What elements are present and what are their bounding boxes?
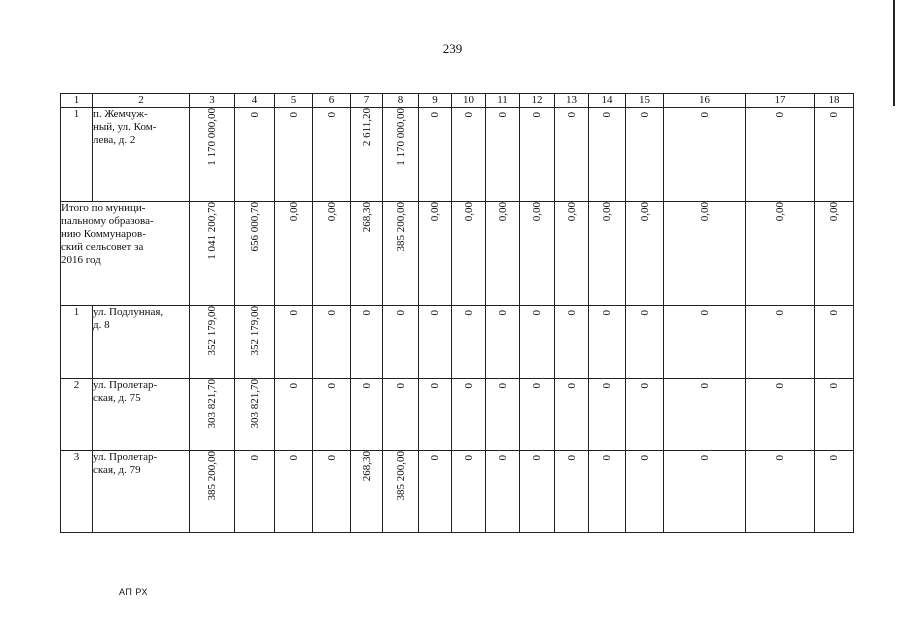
value-text: 0 — [360, 309, 373, 315]
row-number: 2 — [61, 379, 93, 451]
value-text: 385 200,00 — [394, 451, 407, 501]
address-label: п. Жемчуж- ный, ул. Ком- лева, д. 2 — [93, 108, 190, 202]
value-cell — [746, 451, 815, 533]
column-header: 7 — [351, 94, 383, 108]
value-text: 303 821,70 — [206, 379, 218, 429]
value-cell — [520, 379, 555, 451]
value-cell — [275, 451, 313, 533]
column-header: 1 — [61, 94, 93, 108]
footer-mark: АП РХ — [119, 587, 148, 597]
value-cell — [275, 379, 313, 451]
value-text: 352 179,00 — [248, 306, 261, 356]
value-cell — [351, 451, 383, 533]
column-header: 4 — [235, 94, 275, 108]
column-header: 17 — [746, 94, 815, 108]
value-text: 0,00 — [638, 202, 651, 222]
value-cell — [313, 451, 351, 533]
value-cell — [190, 451, 235, 533]
value-cell — [589, 379, 626, 451]
value-text: 0 — [462, 382, 475, 388]
value-cell — [486, 306, 520, 379]
value-text: 0 — [531, 382, 543, 388]
value-cell — [452, 108, 486, 202]
value-text: 0 — [287, 111, 300, 117]
value-cell — [664, 379, 746, 451]
column-header: 12 — [520, 94, 555, 108]
total-row — [61, 202, 854, 306]
value-cell — [351, 379, 383, 451]
value-text: 0 — [774, 454, 786, 460]
value-text: 0 — [325, 111, 338, 117]
value-cell — [419, 202, 452, 306]
value-text: 0 — [325, 454, 338, 460]
value-cell — [664, 451, 746, 533]
column-header: 16 — [664, 94, 746, 108]
value-cell — [626, 451, 664, 533]
value-cell — [626, 202, 664, 306]
value-cell — [555, 451, 589, 533]
column-header: 3 — [190, 94, 235, 108]
value-text: 0,00 — [698, 202, 711, 222]
value-cell — [664, 306, 746, 379]
value-cell — [664, 202, 746, 306]
value-cell — [520, 202, 555, 306]
value-text: 0 — [429, 454, 441, 460]
value-cell — [419, 451, 452, 533]
value-text: 0 — [828, 309, 840, 315]
value-text: 0 — [429, 309, 441, 315]
value-cell — [275, 202, 313, 306]
value-text: 1 170 000,00 — [206, 108, 218, 166]
value-cell — [313, 379, 351, 451]
value-text: 0 — [601, 309, 613, 315]
value-text: 0,00 — [496, 202, 509, 222]
table-row — [61, 451, 854, 533]
value-cell — [520, 306, 555, 379]
column-header: 8 — [383, 94, 419, 108]
value-text: 0 — [774, 309, 786, 315]
column-header: 15 — [626, 94, 664, 108]
value-text: 0 — [325, 309, 338, 315]
value-cell — [313, 108, 351, 202]
value-cell — [815, 451, 854, 533]
value-text: 0 — [287, 309, 300, 315]
value-cell — [313, 202, 351, 306]
address-label: ул. Подлунная, д. 8 — [93, 306, 190, 379]
value-cell — [486, 108, 520, 202]
value-text: 0,00 — [531, 202, 543, 222]
value-cell — [190, 108, 235, 202]
value-text: 268,30 — [360, 202, 373, 233]
value-cell — [235, 202, 275, 306]
value-text: 656 000,70 — [248, 202, 261, 252]
row-number: 1 — [61, 108, 93, 202]
value-text: 1 170 000,00 — [394, 108, 407, 166]
value-text: 0 — [601, 382, 613, 388]
column-header: 13 — [555, 94, 589, 108]
value-text: 0,00 — [429, 202, 441, 222]
value-text: 0 — [565, 309, 578, 315]
value-cell — [746, 108, 815, 202]
value-cell — [486, 379, 520, 451]
address-label: ул. Пролетар- ская, д. 75 — [93, 379, 190, 451]
value-text: 0 — [601, 454, 613, 460]
value-cell — [626, 306, 664, 379]
value-cell — [235, 108, 275, 202]
value-text: 0 — [638, 111, 651, 117]
page-number: 239 — [442, 41, 463, 56]
value-text: 0,00 — [828, 202, 840, 222]
value-text: 0 — [698, 454, 711, 460]
value-text: 0 — [394, 382, 407, 388]
value-cell — [520, 451, 555, 533]
column-header: 9 — [419, 94, 452, 108]
scan-edge-line — [893, 0, 895, 106]
value-cell — [419, 379, 452, 451]
value-text: 0 — [531, 309, 543, 315]
value-cell — [589, 108, 626, 202]
value-text: 0,00 — [774, 202, 786, 222]
value-text: 0 — [828, 454, 840, 460]
value-cell — [452, 379, 486, 451]
value-text: 0 — [429, 382, 441, 388]
value-cell — [383, 451, 419, 533]
value-text: 0,00 — [462, 202, 475, 222]
value-text: 0 — [496, 111, 509, 117]
value-cell — [555, 108, 589, 202]
value-text: 0 — [774, 111, 786, 117]
total-label: Итого по муници- пальному образова- нию Коммунаров- ский сельсовет за 2016 год — [61, 202, 190, 306]
column-header: 18 — [815, 94, 854, 108]
header-row — [61, 94, 854, 108]
value-text: 0 — [565, 382, 578, 388]
value-text: 0 — [462, 309, 475, 315]
value-text: 0 — [531, 454, 543, 460]
value-text: 1 041 200,70 — [206, 202, 218, 260]
value-text: 0 — [248, 454, 261, 460]
value-text: 0 — [601, 111, 613, 117]
column-header: 10 — [452, 94, 486, 108]
value-cell — [626, 108, 664, 202]
value-cell — [419, 108, 452, 202]
value-cell — [486, 202, 520, 306]
table-row — [61, 379, 854, 451]
value-text: 0 — [828, 111, 840, 117]
value-cell — [452, 202, 486, 306]
value-text: 0 — [496, 382, 509, 388]
value-cell — [555, 379, 589, 451]
value-text: 385 200,00 — [206, 451, 218, 501]
value-cell — [313, 306, 351, 379]
value-text: 0 — [698, 309, 711, 315]
row-number: 1 — [61, 306, 93, 379]
value-cell — [452, 306, 486, 379]
value-cell — [555, 306, 589, 379]
column-header: 14 — [589, 94, 626, 108]
value-cell — [815, 306, 854, 379]
value-text: 0 — [698, 111, 711, 117]
value-cell — [419, 306, 452, 379]
value-text: 0 — [496, 309, 509, 315]
value-text: 0 — [565, 111, 578, 117]
value-text: 0 — [287, 382, 300, 388]
value-text: 0 — [462, 454, 475, 460]
value-cell — [486, 451, 520, 533]
value-cell — [520, 108, 555, 202]
value-text: 0 — [565, 454, 578, 460]
value-cell — [746, 306, 815, 379]
value-cell — [589, 202, 626, 306]
value-text: 303 821,70 — [248, 379, 261, 429]
value-cell — [275, 306, 313, 379]
data-table — [60, 93, 854, 533]
value-cell — [383, 202, 419, 306]
value-text: 0 — [394, 309, 407, 315]
value-cell — [190, 379, 235, 451]
value-cell — [815, 108, 854, 202]
column-header: 5 — [275, 94, 313, 108]
value-cell — [383, 379, 419, 451]
value-text: 0 — [429, 111, 441, 117]
value-text: 268,30 — [360, 451, 373, 482]
value-cell — [815, 379, 854, 451]
column-header: 2 — [93, 94, 190, 108]
value-cell — [235, 306, 275, 379]
row-number: 3 — [61, 451, 93, 533]
value-text: 0 — [360, 382, 373, 388]
value-cell — [383, 108, 419, 202]
value-text: 385 200,00 — [394, 202, 407, 252]
value-cell — [815, 202, 854, 306]
value-cell — [351, 306, 383, 379]
value-text: 0 — [462, 111, 475, 117]
value-cell — [190, 306, 235, 379]
value-text: 0 — [638, 454, 651, 460]
column-header: 6 — [313, 94, 351, 108]
value-cell — [589, 451, 626, 533]
value-text: 0 — [287, 454, 300, 460]
value-text: 0,00 — [325, 202, 338, 222]
table-row — [61, 306, 854, 379]
value-cell — [383, 306, 419, 379]
value-cell — [555, 202, 589, 306]
value-text: 0,00 — [601, 202, 613, 222]
column-header: 11 — [486, 94, 520, 108]
value-text: 0 — [774, 382, 786, 388]
value-cell — [351, 202, 383, 306]
value-text: 2 611,20 — [360, 108, 373, 147]
value-text: 0 — [828, 382, 840, 388]
value-cell — [235, 451, 275, 533]
value-text: 352 179,00 — [206, 306, 218, 356]
value-text: 0 — [325, 382, 338, 388]
value-cell — [664, 108, 746, 202]
value-cell — [351, 108, 383, 202]
value-text: 0 — [496, 454, 509, 460]
value-cell — [235, 379, 275, 451]
value-text: 0 — [638, 382, 651, 388]
table-row — [61, 108, 854, 202]
address-label: ул. Пролетар- ская, д. 79 — [93, 451, 190, 533]
value-text: 0 — [248, 111, 261, 117]
value-text: 0,00 — [287, 202, 300, 222]
value-cell — [589, 306, 626, 379]
value-cell — [746, 379, 815, 451]
value-cell — [190, 202, 235, 306]
value-text: 0 — [698, 382, 711, 388]
value-text: 0 — [531, 111, 543, 117]
value-text: 0 — [638, 309, 651, 315]
value-cell — [626, 379, 664, 451]
value-cell — [746, 202, 815, 306]
value-text: 0,00 — [565, 202, 578, 222]
value-cell — [452, 451, 486, 533]
value-cell — [275, 108, 313, 202]
